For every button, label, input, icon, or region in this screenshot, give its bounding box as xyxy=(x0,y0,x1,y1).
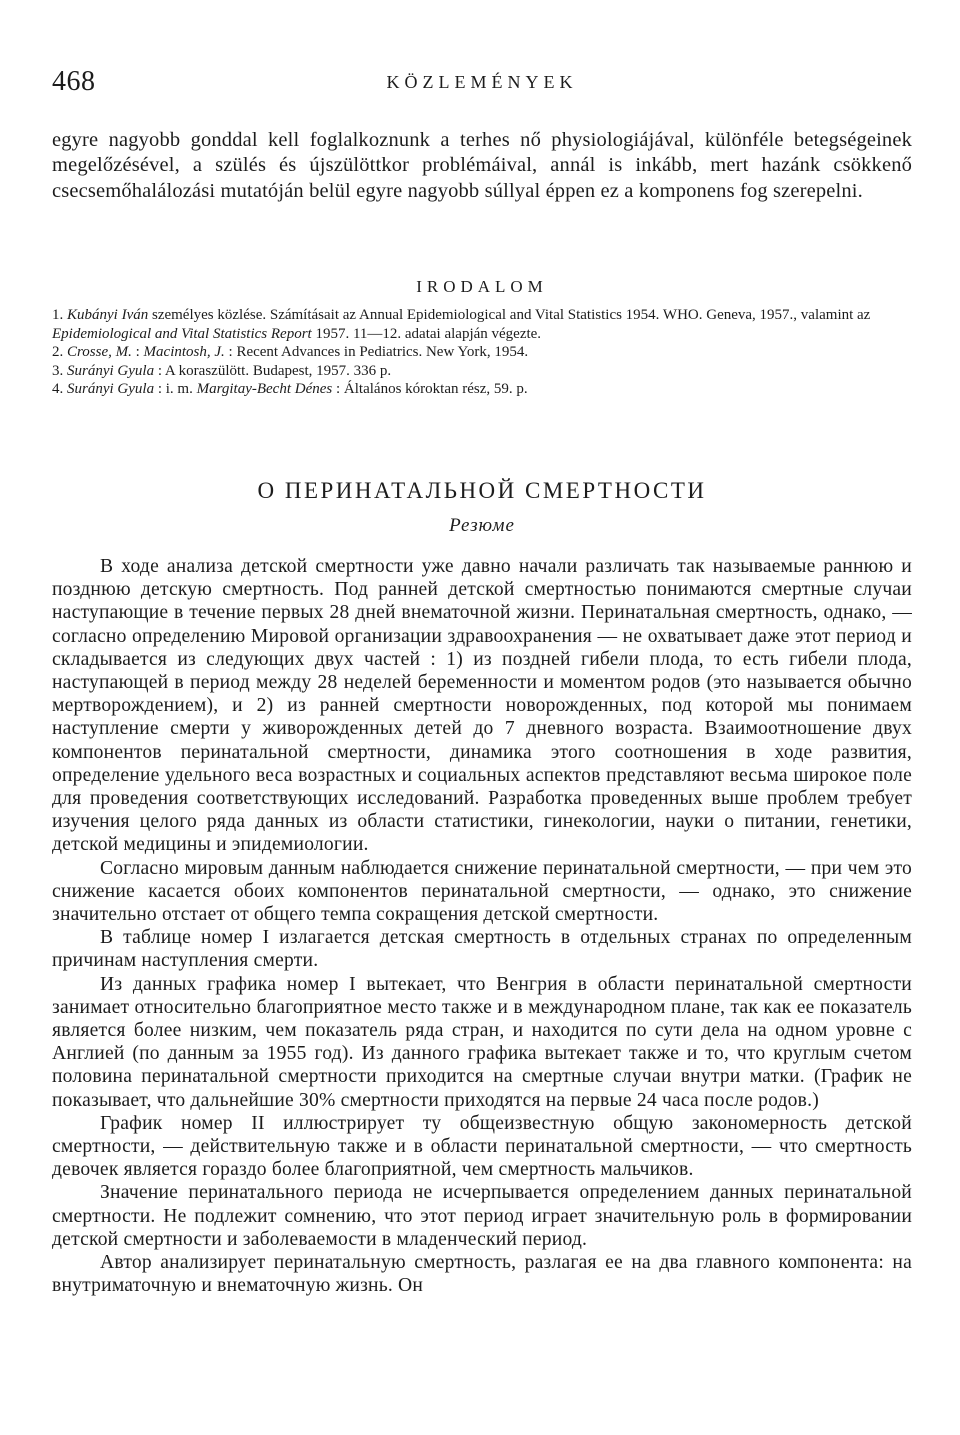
reference-italic: Margitay-Becht Dénes xyxy=(196,381,333,398)
russian-summary-body xyxy=(52,555,912,1298)
reference-item xyxy=(52,306,912,343)
reference-number: 3. xyxy=(52,362,64,379)
reference-italic: Epidemiological and Vital Statistics Report xyxy=(52,325,312,342)
russian-title: О ПЕРИНАТАЛЬНОЙ СМЕРТНОСТИ xyxy=(257,478,707,503)
page-header xyxy=(52,66,912,106)
reference-author: Macintosh, J. xyxy=(143,344,225,361)
summary-paragraph: Значение перинатального периода не исчерпывается определением данных перинатальной смертности. Не подлежит сомнению, что этот период играет значительную роль в формировании детской смертности и заболеваемости в младенческий период. xyxy=(52,1182,912,1250)
references-list xyxy=(52,306,912,399)
reference-author: Kubányi Iván xyxy=(67,307,149,323)
reference-author: Surányi Gyula xyxy=(67,381,155,398)
reference-author: Surányi Gyula xyxy=(67,362,155,379)
summary-paragraph: Из данных графика номер I вытекает, что Венгрия в области перинатальной смертности занимает относительно благоприятное место также и в международном плане, так как ее показатель является более низким, чем показатель ряда стран, и находится по сути дела на одном уровне с Англией (по данным за 1955 год). Из данного графика вытекает также и то, что круглым счетом половина перинатальной смертности приходится на смертные случаи внутри матки. (График не показывает, что дальнейшие 30% смертности приходятся на первые 24 часа после родов.) xyxy=(52,973,912,1111)
reference-item xyxy=(52,380,912,399)
reference-text: 1957. 11—12. adatai alapján végezte. xyxy=(311,325,542,342)
reference-text: : A koraszülött. Budapest, 1957. 336 p. xyxy=(154,362,392,379)
russian-subtitle: Резюме xyxy=(449,515,515,536)
reference-item xyxy=(52,343,912,362)
reference-separator: : xyxy=(131,344,144,361)
reference-number: 4. xyxy=(52,381,64,398)
reference-item xyxy=(52,362,912,381)
reference-text: : Általános kóroktan rész, 59. p. xyxy=(332,381,528,398)
reference-text: : Recent Advances in Pediatrics. New York, 1954. xyxy=(224,344,529,361)
summary-paragraph: Согласно мировым данным наблюдается снижение перинатальной смертности, — при чем это снижение касается обоих компонентов перинатальной смертности, — однако, это снижение значительно отстает от общего темпа сокращения детской смертности. xyxy=(52,857,912,926)
running-head: KÖZLEMÉNYEK xyxy=(386,72,578,92)
reference-number: 1. xyxy=(52,307,64,323)
page-number: 468 xyxy=(52,66,96,97)
reference-number: 2. xyxy=(52,344,64,361)
hungarian-paragraph: egyre nagyobb gonddal kell foglalkoznunk a terhes nő physiologiájával, különféle betegségeinek megelőzésével, a szülés és újszülöttkor problémáival, annál is inkább, mert hazánk csökkenő csecsemőhalálozási mutatóján belül egyre nagyobb súllyal éppen ez a komponens fog szerepelni. xyxy=(52,129,912,202)
reference-text: : i. m. xyxy=(154,381,197,398)
references-title: IRODALOM xyxy=(416,277,548,296)
reference-author: Crosse, M. xyxy=(67,344,132,361)
summary-paragraph: Автор анализирует перинатальную смертность, разлагая ее на два главного компонента: на внутриматочную и внематочную жизнь. Он xyxy=(52,1252,912,1297)
summary-paragraph: В таблице номер I излагается детская смертность в отдельных странах по определенным причинам наступления смерти. xyxy=(52,927,912,972)
reference-text: személyes közlése. Számításait az Annual Epidemiological and Vital Statistics 1954. WHO. Geneva, 1957., valamint az xyxy=(148,307,871,323)
summary-paragraph: График номер II иллюстрирует ту общеизвестную общую закономерность детской смертности, — действительную также и в области перинатальной смертности, — что смертность девочек является гораздо более благоприятной, чем смертность мальчиков. xyxy=(52,1112,912,1181)
summary-paragraph: В ходе анализа детской смертности уже давно начали различать так называемые раннюю и позднюю детскую смертность. Под ранней детской смертностью понимаются смертные случаи наступающие в течение первых 28 дней внематочной жизни. Перинатальная смертность, однако, — согласно определению Мировой организации здравоохранения — не охватывает даже этот период и складывается из следующих двух частей : 1) из поздней гибели плода, то есть гибели плода, наступающей в период между 28 неделей беременности и моментом родов (это называется обычно мертворождением), и 2) из ранней смертности новорожденных, под которой мы понимаем наступление смерти у живорожденных детей до 7 дневного возраста. Взаимоотношение двух компонентов перинатальной смертности, динамика этого соотношения в ходе развития, определение удельного веса возрастных и социальных аспектов представляют весьма широкое поле для проведения соответствующих исследований. Разработка проведенных выше проблем требует изучения целого ряда данных из области статистики, гинекологии, науки о питании, генетики, детской медицины и эпидемиологии. xyxy=(52,556,912,856)
